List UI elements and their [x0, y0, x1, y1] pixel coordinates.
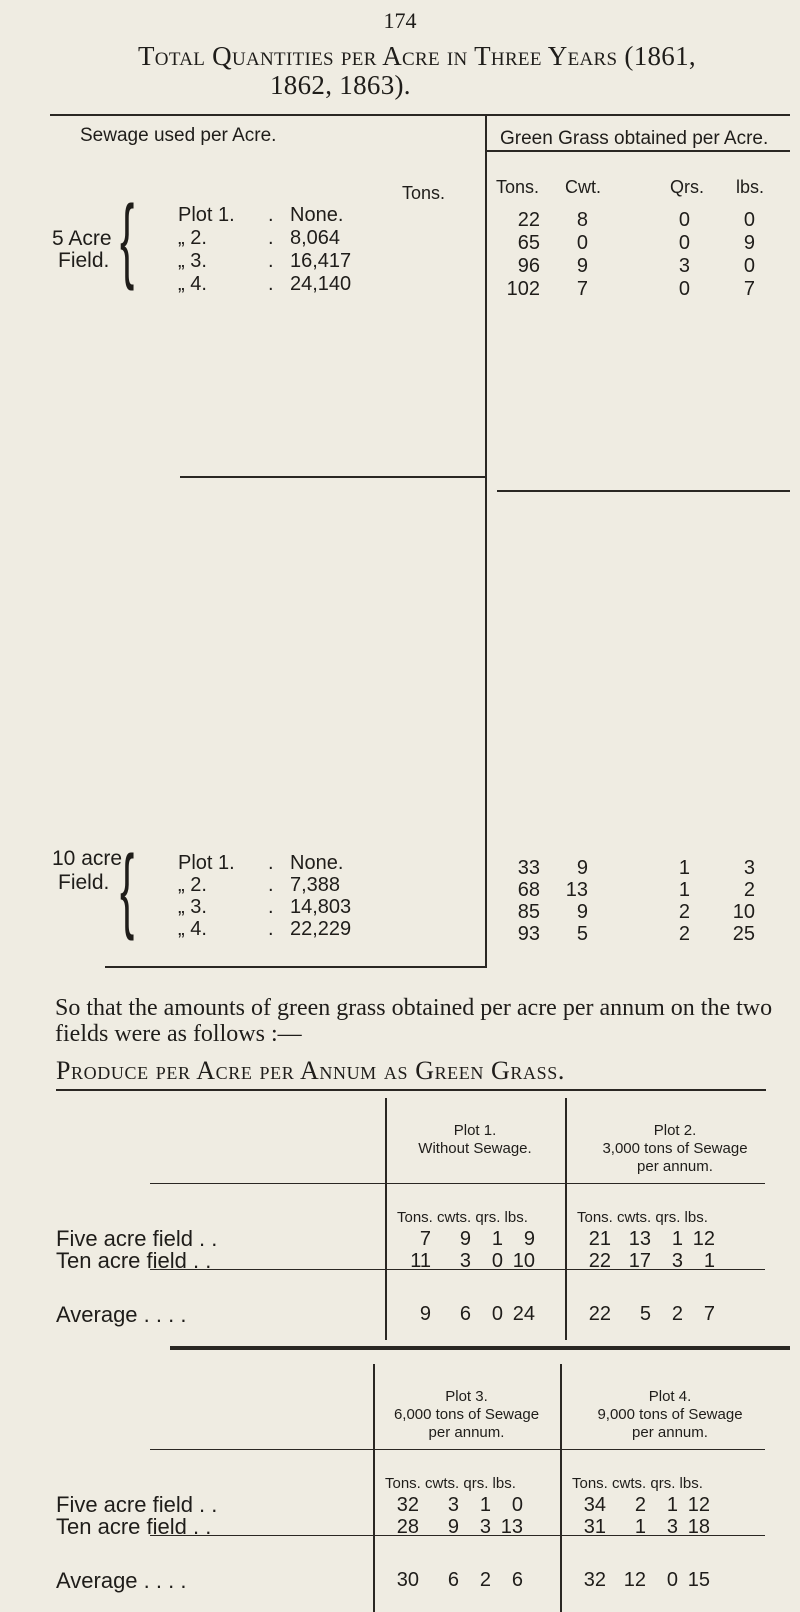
units-label: Tons. cwts. qrs. lbs. — [572, 1475, 703, 1492]
grass-value: 10 — [732, 901, 755, 923]
five-value: 9 — [459, 1228, 471, 1250]
ten-value: 3 — [666, 1516, 678, 1538]
grass-value: 0 — [743, 209, 755, 231]
grass-units-tons: Tons. — [496, 177, 540, 197]
leader-dot: . — [268, 918, 274, 940]
five-value: 1 — [671, 1228, 683, 1250]
leader-dot: . — [268, 896, 274, 918]
plot-label: „ 3. — [178, 896, 207, 918]
avg-value: 0 — [491, 1303, 503, 1325]
leader-dot: . — [268, 204, 274, 226]
grass-value: 2 — [678, 901, 690, 923]
grass-value: 9 — [576, 901, 588, 923]
rule-line — [150, 1449, 765, 1450]
sewage-header: Sewage used per Acre. — [80, 125, 277, 146]
units-label: Tons. cwts. qrs. lbs. — [385, 1475, 516, 1492]
grass-value: 7 — [576, 278, 588, 300]
group1-label-1: 5 Acre — [52, 227, 112, 250]
plot-label: „ 3. — [178, 250, 207, 272]
grass-value: 93 — [517, 923, 540, 945]
row-label-five: Five acre field . . — [56, 1492, 218, 1517]
plot-heading: Plot 3. — [445, 1388, 488, 1405]
avg-value: 15 — [687, 1569, 710, 1591]
ten-value: 3 — [459, 1250, 471, 1272]
ten-value: 10 — [512, 1250, 535, 1272]
grass-value: 3 — [678, 255, 690, 277]
avg-value: 6 — [459, 1303, 471, 1325]
brace-icon: { — [120, 836, 135, 942]
avg-value: 0 — [666, 1569, 678, 1591]
grass-value: 2 — [678, 923, 690, 945]
units-label: Tons. cwts. qrs. lbs. — [577, 1209, 708, 1226]
avg-value: 6 — [511, 1569, 523, 1591]
avg-value: 30 — [396, 1569, 419, 1591]
grass-value: 1 — [678, 857, 690, 879]
grass-value: 102 — [506, 278, 540, 300]
plot-subheading-2: per annum. — [637, 1158, 713, 1175]
grass-value: 85 — [517, 901, 540, 923]
five-value: 2 — [634, 1494, 646, 1516]
page-number: 174 — [383, 8, 417, 33]
grass-value: 65 — [517, 232, 540, 254]
grass-value: 2 — [743, 879, 755, 901]
avg-value: 24 — [512, 1303, 535, 1325]
row-label-average: Average . . . . — [56, 1568, 187, 1593]
grass-value: 68 — [517, 879, 540, 901]
units-label: Tons. cwts. qrs. lbs. — [397, 1209, 528, 1226]
sewage-value: None. — [290, 852, 344, 874]
grass-value: 25 — [732, 923, 755, 945]
ten-value: 0 — [491, 1250, 503, 1272]
ten-value: 31 — [583, 1516, 606, 1538]
five-value: 32 — [396, 1494, 419, 1516]
avg-value: 7 — [703, 1303, 715, 1325]
sewage-value: 22,229 — [290, 918, 352, 940]
five-value: 1 — [479, 1494, 491, 1516]
grass-value: 33 — [517, 857, 540, 879]
avg-value: 2 — [671, 1303, 683, 1325]
avg-value: 12 — [623, 1569, 646, 1591]
avg-value: 32 — [583, 1569, 606, 1591]
grass-value: 22 — [517, 209, 540, 231]
sewage-value: 8,064 — [290, 227, 341, 249]
grass-value: 0 — [743, 255, 755, 277]
rule-line — [150, 1183, 765, 1184]
plot-label: Plot 1. — [178, 204, 235, 226]
avg-value: 6 — [447, 1569, 459, 1591]
leader-dot: . — [268, 852, 274, 874]
ten-value: 22 — [588, 1250, 611, 1272]
row-label-ten: Ten acre field . . — [56, 1514, 212, 1539]
ten-value: 3 — [671, 1250, 683, 1272]
plot-label: „ 4. — [178, 918, 207, 940]
grass-value: 0 — [678, 209, 690, 231]
ten-value: 18 — [687, 1516, 710, 1538]
grass-value: 9 — [743, 232, 755, 254]
produce-heading: Produce per Acre per Annum as Green Grass. — [56, 1056, 565, 1085]
five-value: 1 — [491, 1228, 503, 1250]
grass-value: 0 — [576, 232, 588, 254]
leader-dot: . — [268, 874, 274, 896]
grass-value: 96 — [517, 255, 540, 277]
grass-value: 5 — [576, 923, 588, 945]
plot-heading: Plot 1. — [453, 1122, 497, 1139]
ten-value: 13 — [500, 1516, 523, 1538]
plot-heading: Plot 2. — [653, 1122, 697, 1139]
plot-label: „ 2. — [178, 227, 207, 249]
plot-subheading: 6,000 tons of Sewage — [393, 1406, 540, 1423]
five-value: 12 — [692, 1228, 715, 1250]
five-value: 7 — [419, 1228, 431, 1250]
grass-value: 0 — [678, 278, 690, 300]
five-value: 21 — [588, 1228, 611, 1250]
leader-dot: . — [268, 273, 274, 295]
page-title — [138, 42, 788, 100]
grass-units-lbs: lbs. — [736, 177, 765, 197]
sewage-value: 24,140 — [290, 273, 352, 295]
leader-dot: . — [268, 250, 274, 272]
plot-subheading-2: per annum. — [428, 1424, 505, 1441]
row-label-five: Five acre field . . — [56, 1226, 218, 1251]
rule-line — [170, 1346, 790, 1350]
row-label-average: Average . . . . — [56, 1302, 187, 1327]
five-value: 0 — [511, 1494, 523, 1516]
title-line-1: Total Quantities per Acre in Three Years (1861, — [138, 41, 696, 71]
plot-label: Plot 1. — [178, 852, 235, 874]
sewage-value: 7,388 — [290, 874, 341, 896]
plot-subheading: Without Sewage. — [418, 1140, 532, 1157]
grass-value: 9 — [576, 255, 588, 277]
grass-value: 3 — [743, 857, 755, 879]
title-line-2: 1862, 1863). — [270, 70, 411, 100]
grass-units-cwt: Cwt. — [565, 177, 601, 197]
plot-heading: Plot 4. — [648, 1388, 692, 1405]
group2-label-2: Field. — [58, 871, 110, 894]
ten-value: 1 — [703, 1250, 715, 1272]
sewage-value: None. — [290, 204, 344, 226]
grass-value: 13 — [565, 879, 588, 901]
plot-subheading: 3,000 tons of Sewage — [602, 1140, 748, 1157]
row-label-ten: Ten acre field . . — [56, 1248, 212, 1273]
five-value: 12 — [687, 1494, 710, 1516]
leader-dot: . — [268, 227, 274, 249]
grass-value: 9 — [576, 857, 588, 879]
grass-value: 0 — [678, 232, 690, 254]
five-value: 1 — [666, 1494, 678, 1516]
group2-label-1: 10 acre — [52, 847, 123, 870]
plot-subheading: 9,000 tons of Sewage — [597, 1406, 743, 1423]
ten-value: 3 — [479, 1516, 491, 1538]
five-value: 3 — [447, 1494, 459, 1516]
grass-value: 7 — [743, 278, 755, 300]
grass-units-qrs: Qrs. — [670, 177, 704, 197]
ten-value: 1 — [634, 1516, 646, 1538]
plot-label: „ 2. — [178, 874, 207, 896]
five-value: 34 — [583, 1494, 606, 1516]
sewage-value: 16,417 — [290, 250, 352, 272]
five-value: 13 — [628, 1228, 651, 1250]
avg-value: 22 — [588, 1303, 611, 1325]
ten-value: 9 — [447, 1516, 459, 1538]
grass-value: 8 — [576, 209, 588, 231]
sewage-value: 14,803 — [290, 896, 352, 918]
avg-value: 9 — [419, 1303, 431, 1325]
avg-value: 2 — [479, 1569, 491, 1591]
five-value: 9 — [523, 1228, 535, 1250]
summary-paragraph: So that the amounts of green grass obtained per acre per annum on the two fields were as follows :— — [55, 995, 773, 1047]
sewage-units: Tons. — [402, 183, 446, 203]
plot-subheading-2: per annum. — [632, 1424, 708, 1441]
group1-label-2: Field. — [58, 249, 110, 272]
grass-value: 1 — [678, 879, 690, 901]
ten-value: 17 — [628, 1250, 651, 1272]
avg-value: 5 — [639, 1303, 651, 1325]
grass-header: Green Grass obtained per Acre. — [500, 128, 769, 149]
plot-label: „ 4. — [178, 273, 207, 295]
brace-icon: { — [120, 186, 135, 292]
ten-value: 28 — [396, 1516, 419, 1538]
ten-value: 11 — [410, 1250, 431, 1272]
